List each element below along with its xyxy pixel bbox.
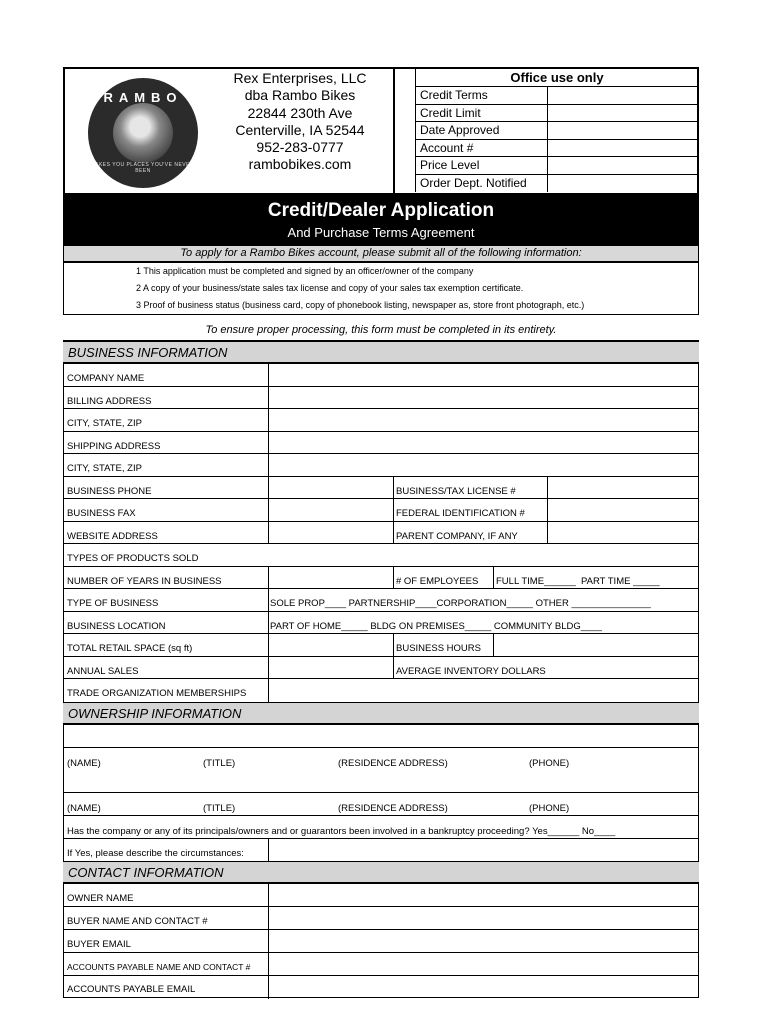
field-label: ANNUAL SALES (67, 665, 139, 677)
full-time-input[interactable]: FULL TIME______ (496, 575, 576, 587)
bankruptcy-question: Has the company or any of its principals/owners and or guarantors been involved in a bankruptcy proceeding? Yes______ No____ (67, 826, 616, 837)
col-divider (393, 522, 394, 545)
field-label: FEDERAL IDENTIFICATION # (396, 508, 525, 519)
field-label: BUSINESS FAX (67, 508, 136, 519)
section-business-information: BUSINESS INFORMATION (63, 341, 699, 363)
col-divider (393, 477, 394, 500)
office-row-credit-terms[interactable] (415, 86, 699, 104)
office-row-label: Price Level (420, 158, 480, 172)
row-buyer-name (63, 906, 699, 929)
owner-phone-label: (PHONE) (529, 803, 570, 814)
owner-title-label: (TITLE) (203, 758, 236, 769)
field-label: BUYER EMAIL (67, 939, 131, 950)
row-city-state-zip (63, 408, 699, 431)
office-row-field[interactable] (547, 105, 548, 123)
row-shipping-address (63, 431, 699, 454)
owner-phone-label: (PHONE) (529, 758, 570, 769)
field-label: TOTAL RETAIL SPACE (sq ft) (67, 643, 193, 654)
company-line: dba Rambo Bikes (244, 87, 356, 104)
field-label: CITY, STATE, ZIP (67, 418, 142, 429)
row-website (63, 521, 699, 544)
page-title: Credit/Dealer Application (267, 200, 495, 221)
company-address (205, 70, 395, 174)
owner-residence-label: (RESIDENCE ADDRESS) (338, 803, 448, 814)
company-line: Centerville, IA 52544 (235, 121, 365, 138)
business-fax-input[interactable] (268, 499, 269, 522)
col-divider (268, 612, 269, 635)
col-divider (268, 589, 269, 612)
row-buyer-email (63, 929, 699, 952)
requirement-item: 1 This application must be completed and signed by an officer/owner of the company (136, 266, 474, 276)
federal-id-input[interactable] (547, 499, 548, 522)
office-row-order-dept[interactable] (415, 174, 699, 192)
row-company-name (63, 363, 699, 386)
parent-company-input[interactable] (547, 522, 548, 545)
row-bankruptcy[interactable] (63, 815, 699, 838)
field-label: PARENT COMPANY, IF ANY (396, 530, 518, 542)
col-divider (393, 499, 394, 522)
field-label: BILLING ADDRESS (67, 395, 152, 407)
row-years-in-business (63, 566, 699, 589)
field-label: BUSINESS/TAX LICENSE # (396, 485, 516, 497)
tax-license-input[interactable] (547, 477, 548, 500)
office-row-label: Account # (420, 140, 474, 155)
field-label: AVERAGE INVENTORY DOLLARS (396, 665, 546, 677)
row-ownership-blank[interactable] (63, 724, 699, 747)
office-row-account[interactable] (415, 139, 699, 157)
requirement-item: 2 A copy of your business/state sales tax license and copy of your sales tax exemption certificate. (136, 283, 524, 293)
col-divider (393, 634, 394, 657)
field-label: TYPE OF BUSINESS (67, 598, 159, 609)
company-name-input[interactable] (268, 364, 269, 387)
office-row-label: Date Approved (420, 123, 500, 137)
row-business-fax (63, 498, 699, 521)
owner-name-input[interactable] (268, 884, 269, 907)
ap-name-input[interactable] (268, 953, 269, 976)
row-products-sold (63, 543, 699, 566)
ensure-note: To ensure proper processing, this form must be completed in its entirety. (205, 324, 557, 336)
buyer-name-input[interactable] (268, 907, 269, 930)
field-label: ACCOUNTS PAYABLE NAME AND CONTACT # (67, 962, 251, 972)
part-time-input[interactable]: PART TIME _____ (581, 575, 660, 587)
page-subtitle: And Purchase Terms Agreement (287, 225, 475, 240)
company-line: Rex Enterprises, LLC (233, 70, 367, 86)
field-label: ACCOUNTS PAYABLE EMAIL (67, 984, 196, 995)
requirement-item: 3 Proof of business status (business card, copy of phonebook listing, newspaper as, store front photograph, etc.) (136, 300, 585, 310)
row-describe (63, 838, 699, 861)
apply-instructions: To apply for a Rambo Bikes account, please submit all of the following information: (63, 245, 699, 262)
field-label: If Yes, please describe the circumstances: (67, 848, 244, 859)
office-row-field[interactable] (547, 87, 548, 105)
requirements-list (63, 262, 699, 315)
shipping-city-state-zip-input[interactable] (268, 454, 269, 477)
field-label: WEBSITE ADDRESS (67, 530, 158, 542)
row-ap-email (63, 975, 699, 998)
field-label: SHIPPING ADDRESS (67, 440, 161, 452)
owner-title-label: (TITLE) (203, 803, 236, 814)
office-row-field[interactable] (547, 157, 548, 175)
col-divider (393, 567, 394, 590)
field-label: COMPANY NAME (67, 373, 145, 384)
owner-name-label: (NAME) (67, 803, 101, 814)
type-options[interactable]: SOLE PROP____ PARTNERSHIP____CORPORATION_____ OTHER _______________ (270, 598, 651, 609)
row-business-phone (63, 476, 699, 499)
city-state-zip-input[interactable] (268, 409, 269, 432)
office-row-label: Order Dept. Notified (420, 175, 527, 190)
office-row-field[interactable] (547, 140, 548, 158)
retail-space-input[interactable] (268, 634, 269, 657)
business-phone-input[interactable] (268, 477, 269, 500)
row-owner-name (63, 883, 699, 906)
field-label: # OF EMPLOYEES (396, 575, 479, 587)
warrior-head-icon (113, 103, 173, 163)
row-ap-name (63, 952, 699, 975)
company-line: 952-283-0777 (256, 139, 344, 156)
shipping-address-input[interactable] (268, 432, 269, 455)
describe-input[interactable] (268, 839, 269, 862)
row-type-of-business (63, 588, 699, 611)
annual-sales-input[interactable] (268, 657, 269, 680)
field-label: TRADE ORGANIZATION MEMBERSHIPS (67, 688, 247, 699)
logo-word: RAMBO (103, 90, 183, 105)
office-use-title: Office use only (510, 70, 604, 85)
title-banner (63, 195, 699, 245)
office-row-field[interactable] (547, 175, 548, 193)
field-label: BUSINESS PHONE (67, 485, 152, 497)
field-label: NUMBER OF YEARS IN BUSINESS (67, 575, 222, 587)
website-input[interactable] (268, 522, 269, 545)
logo-tagline: TAKES YOU PLACES YOU'VE NEVER BEEN (91, 162, 195, 174)
section-contact-information: CONTACT INFORMATION (63, 861, 699, 883)
office-row-label: Credit Terms (420, 88, 488, 102)
row-shipping-city-state-zip (63, 453, 699, 476)
company-line: 22844 230th Ave (247, 104, 353, 121)
office-row-date-approved[interactable] (415, 121, 699, 139)
ap-email-input[interactable] (268, 976, 269, 999)
business-hours-input[interactable] (493, 634, 494, 657)
office-row-field[interactable] (547, 122, 548, 140)
buyer-email-input[interactable] (268, 930, 269, 953)
row-retail-space (63, 633, 699, 656)
row-annual-sales (63, 656, 699, 679)
col-divider (393, 657, 394, 680)
field-label: BUYER NAME AND CONTACT # (67, 916, 208, 927)
field-label: TYPES OF PRODUCTS SOLD (67, 553, 199, 564)
rambo-logo (88, 78, 198, 188)
trade-orgs-input[interactable] (268, 679, 269, 702)
col-divider (493, 567, 494, 590)
office-row-credit-limit[interactable] (415, 104, 699, 122)
owner-residence-label: (RESIDENCE ADDRESS) (338, 758, 448, 769)
company-line: rambobikes.com (248, 156, 352, 173)
office-row-price-level[interactable] (415, 156, 699, 174)
field-label: BUSINESS LOCATION (67, 620, 166, 632)
row-owner-2[interactable] (63, 792, 699, 815)
row-owner-1[interactable] (63, 747, 699, 792)
field-label: OWNER NAME (67, 893, 134, 904)
owner-name-label: (NAME) (67, 758, 101, 769)
row-trade-organizations (63, 678, 699, 701)
office-row-label: Credit Limit (420, 105, 481, 120)
header-divider (393, 67, 395, 195)
location-options[interactable]: PART OF HOME_____ BLDG ON PREMISES_____ COMMUNITY BLDG____ (270, 620, 602, 632)
field-label: BUSINESS HOURS (396, 643, 481, 654)
field-label: CITY, STATE, ZIP (67, 463, 142, 474)
years-input[interactable] (268, 567, 269, 590)
row-billing-address (63, 386, 699, 409)
section-ownership-information: OWNERSHIP INFORMATION (63, 702, 699, 724)
row-business-location (63, 611, 699, 634)
billing-address-input[interactable] (268, 387, 269, 410)
